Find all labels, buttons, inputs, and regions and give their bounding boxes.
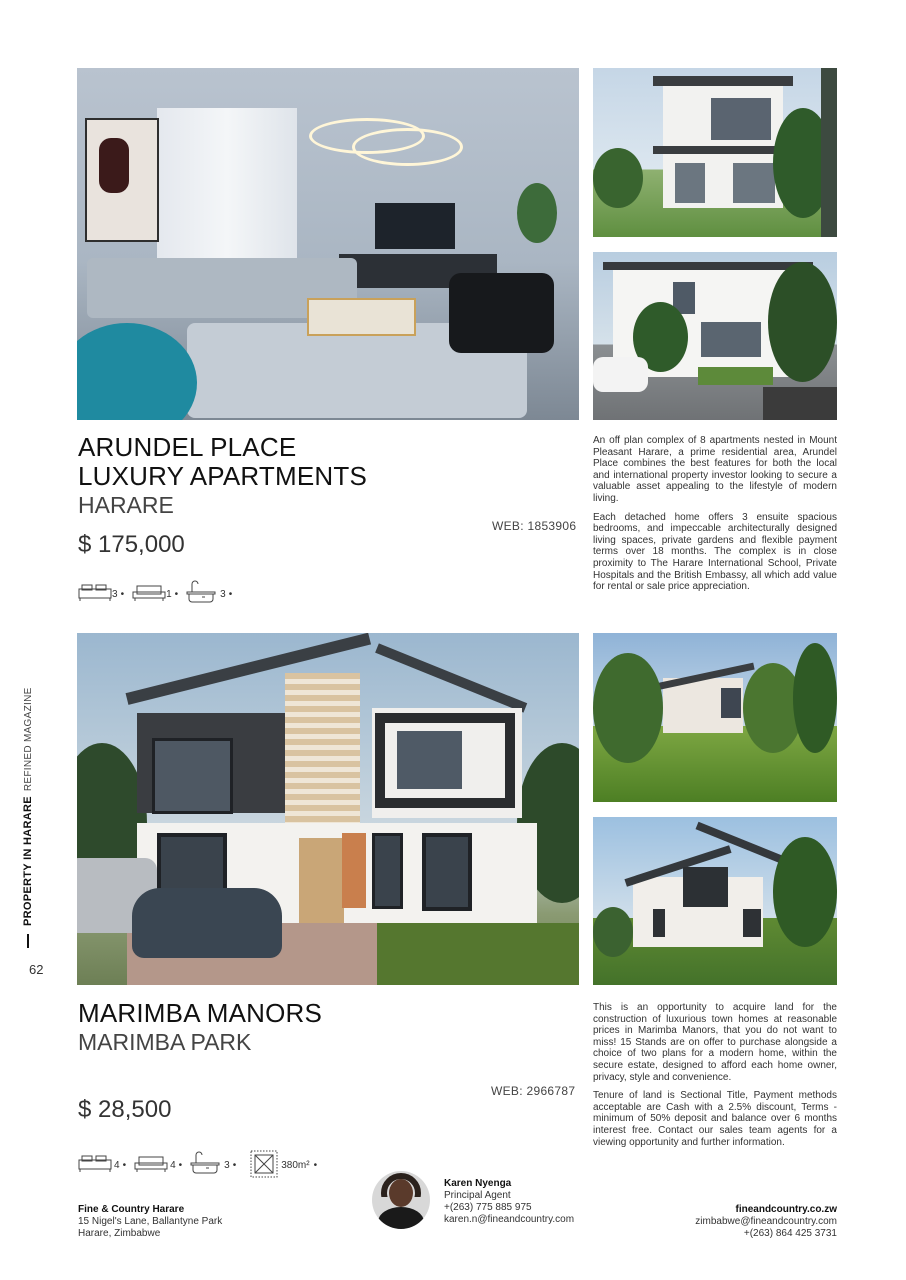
marimba-house-main-photo: [77, 633, 579, 985]
listing1-bedrooms: 3: [112, 589, 118, 600]
side-divider: [27, 934, 29, 948]
listing2-living: 4: [170, 1160, 176, 1171]
agent-avatar: [372, 1171, 430, 1229]
listing1-bathrooms: 3: [220, 589, 226, 600]
bed-icon: [78, 584, 112, 605]
listing2-title: MARIMBA MANORS: [78, 998, 323, 1028]
agent-name: Karen Nyenga: [444, 1178, 512, 1189]
listing1-living: 1: [166, 589, 172, 600]
listing2-bathrooms: 3: [224, 1160, 230, 1171]
agent-block: [444, 1178, 574, 1226]
agent-role: Principal Agent: [444, 1190, 511, 1201]
office-address-line1: 15 Nigel's Lane, Ballantyne Park: [78, 1216, 223, 1227]
page-number: 62: [29, 962, 44, 977]
listing1-title-line1: ARUNDEL PLACE: [78, 432, 297, 462]
apartment-exterior-photo-2: [593, 252, 837, 420]
sofa-icon: [134, 1155, 168, 1176]
contact-block: [695, 1204, 837, 1240]
magazine-title: PROPERTY IN HARARE: [22, 796, 34, 926]
listing2-web-ref: WEB: 2966787: [491, 1084, 576, 1098]
bath-icon: [190, 1151, 220, 1180]
marimba-house-photo-2: [593, 817, 837, 985]
listing2-land-area: 380m²: [281, 1160, 310, 1171]
agent-email[interactable]: karen.n@fineandcountry.com: [444, 1214, 575, 1225]
listing1-description-p1: An off plan complex of 8 apartments nested in Mount Pleasant Harare, a prime residential area, Arundel Place combines the best features for both the local and international property investor looking to secure a valuable asset appealing to the lifestyle of modern living.: [593, 435, 837, 504]
agent-phone[interactable]: +(263) 775 885 975: [444, 1202, 532, 1213]
sofa-icon: [132, 584, 166, 605]
bath-icon: [186, 580, 216, 609]
listing2-price: $ 28,500: [78, 1096, 172, 1123]
office-name: Fine & Country Harare: [78, 1204, 185, 1215]
apartment-exterior-photo-1: [593, 68, 837, 237]
bed-icon: [78, 1155, 112, 1176]
listing1-web-ref: WEB: 1853906: [492, 519, 577, 533]
land-area-icon: [250, 1150, 278, 1181]
contact-phone[interactable]: +(263) 864 425 3731: [743, 1228, 837, 1239]
magazine-side-label: [22, 687, 34, 948]
contact-email[interactable]: zimbabwe@fineandcountry.com: [695, 1216, 837, 1227]
office-block: [78, 1204, 222, 1240]
marimba-house-photo-1: [593, 633, 837, 802]
listing2-bedrooms: 4: [114, 1160, 120, 1171]
listing1-price: $ 175,000: [78, 531, 185, 558]
listing1-location: HARARE: [78, 492, 174, 518]
listing2-description-p1: This is an opportunity to acquire land for the construction of luxurious town homes at reasonable prices in Marimba Manors, that you do not want to miss! 15 Stands are on offer to purchase alongside a choice of two plans for a modern home, within the secure estate, designed to afford each home owner, privacy, style and convenience.: [593, 1002, 837, 1083]
interior-living-room-photo: [77, 68, 579, 420]
listing2-location: MARIMBA PARK: [78, 1029, 252, 1055]
listing1-title-line2: LUXURY APARTMENTS: [78, 461, 368, 491]
listing1-features: 3 • 1 • 3 •: [78, 580, 232, 609]
listing1-description-p2: Each detached home offers 3 ensuite spacious bedrooms, and impeccable architecturally designed living spaces, private gardens and flexible payment terms over 18 months. The complex is in close proximity to The Harare International School, Private Hospitals and the British Embassy, all which add value for rental or sale price appreciation.: [593, 511, 837, 593]
listing1-description: [593, 435, 837, 600]
website-link[interactable]: fineandcountry.co.zw: [735, 1204, 837, 1215]
office-address-line2: Harare, Zimbabwe: [78, 1228, 161, 1239]
listing2-description: [593, 1002, 837, 1155]
magazine-subtitle: REFINED MAGAZINE: [22, 687, 34, 792]
listing2-description-p2: Tenure of land is Sectional Title, Payment methods acceptable are Cash with a 2.5% discount, Terms - minimum of 50% deposit and balance over 6 months interest free. Contact our sales team agents for a viewing opportunity and further information.: [593, 1090, 837, 1148]
listing2-features: 4 • 4 • 3 • 380m² •: [78, 1150, 317, 1181]
